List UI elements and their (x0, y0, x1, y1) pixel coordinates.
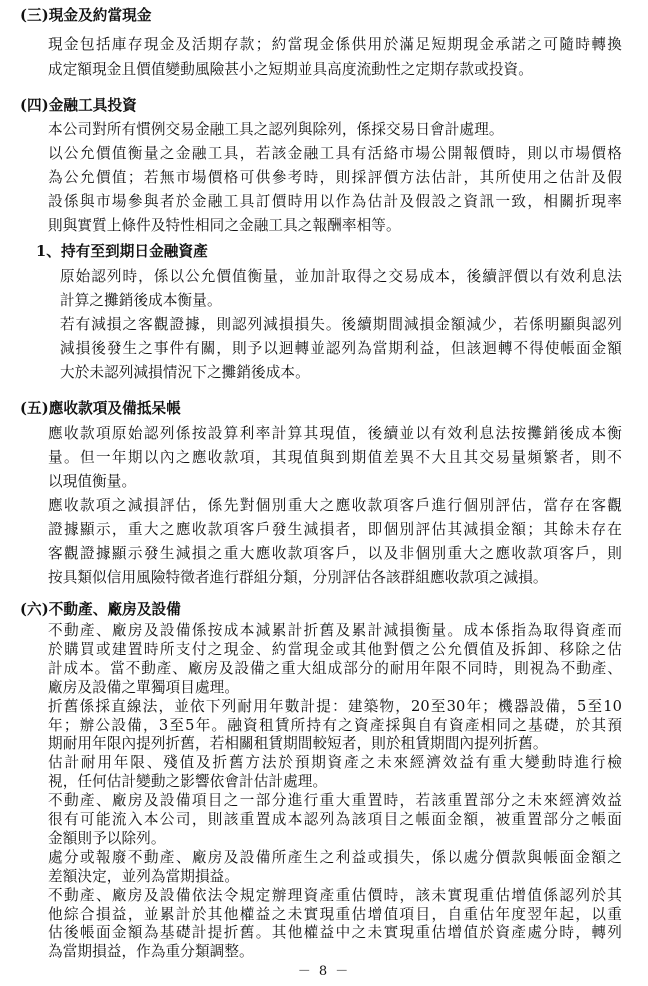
paragraph-line: 不動產、廠房及設備項目之一部分進行重大重置時，若該重置部分之未來經濟效益 (48, 792, 622, 810)
paragraph-line: 本公司對所有慣例交易金融工具之認列與除列，係採交易日會計處理。 (48, 121, 504, 138)
paragraph-line: 他綜合損益，並累計於其他權益之未實現重估增值項目，自重估年度翌年起，以重 (48, 905, 622, 923)
section-heading-financial-instruments: (四)金融工具投資 (20, 97, 137, 114)
paragraph-line: 年；辦公設備，3至5年。融資租賃所持有之資產採與自有資產相同之基礎，於其預 (48, 716, 622, 734)
paragraph-line: 成定額現金且價值變動風險甚小之短期並具高度流動性之定期存款或投資。 (48, 61, 533, 78)
paragraph-line: 廠房及設備之單獨項目處理。 (48, 678, 240, 696)
paragraph-line: 若有減損之客觀證據，則認列減損損失。後續期間減損金額減少，若係明顯與認列 (60, 316, 622, 333)
paragraph-line: 期耐用年限內提列折舊，若相關租賃期間較短者，則於租賃期間內提列折舊。 (48, 735, 548, 753)
section-heading-receivables: (五)應收款項及備抵呆帳 (20, 400, 181, 417)
paragraph-line: 計算之攤銷後成本衡量。 (60, 292, 222, 309)
paragraph-line: 減損後發生之事件有關，則予以迴轉並認列為當期利益，但該迴轉不得使帳面金額 (60, 340, 622, 357)
paragraph-line: 計成本。當不動產、廠房及設備之重大組成部分的耐用年限不同時，則視為不動產、 (48, 659, 622, 677)
paragraph-line: 以現值衡量。 (48, 473, 137, 490)
paragraph-line: 估後帳面金額為基礎計提折舊。其他權益中之未實現重估增值於資產處分時，轉列 (48, 924, 622, 942)
page-number: － 8 － (297, 964, 351, 979)
subsection-heading-held-to-maturity: 1、持有至到期日金融資產 (36, 243, 208, 260)
paragraph-line: 現金包括庫存現金及活期存款；約當現金係供用於滿足短期現金承諾之可隨時轉換 (48, 36, 622, 53)
paragraph-line: 處分或報廢不動產、廠房及設備所產生之利益或損失，係以處分價款與帳面金額之 (48, 848, 622, 866)
paragraph-line: 不動產、廠房及設備係按成本減累計折舊及累計減損衡量。成本係指為取得資產而 (48, 622, 622, 639)
paragraph-line: 不動產、廠房及設備依法令規定辦理資產重估價時，該未實現重估增值係認列於其 (48, 886, 622, 904)
section-heading-ppe: (六)不動產、廠房及設備 (20, 601, 181, 618)
paragraph-line: 為當期損益，作為重分類調整。 (48, 943, 254, 961)
paragraph-line: 客觀證據顯示發生減損之重大應收款項客戶，以及非個別重大之應收款項客戶，則 (48, 545, 622, 562)
paragraph-line: 很有可能流入本公司，則該重置成本認列為該項目之帳面金額，被重置部分之帳面 (48, 811, 622, 828)
paragraph-line: 按具類似信用風險特徵者進行群組分類，分別評估各該群組應收款項之減損。 (48, 569, 548, 586)
section-heading-cash: (三)現金及約當現金 (20, 7, 152, 24)
paragraph-line: 金額則予以除列。 (48, 829, 166, 847)
paragraph-line: 量。但一年期以內之應收款項，其現值與到期值差異不大且其交易量頻繁者，則不 (48, 449, 622, 466)
paragraph-line: 於購買或建置時所支付之現金、約當現金或其他對價之公允價值及拆卸、移除之估 (48, 640, 622, 658)
paragraph-line: 估計耐用年限、殘值及折舊方法於預期資產之未來經濟效益有重大變動時進行檢 (48, 754, 622, 772)
paragraph-line: 為公允價值；若無市場價格可供參考時，則採評價方法估計，其所使用之估計及假 (48, 169, 622, 186)
paragraph-line: 則與實質上條件及特性相同之金融工具之報酬率相等。 (48, 217, 401, 234)
paragraph-line: 大於未認列減損情況下之攤銷後成本。 (60, 364, 310, 381)
paragraph-line: 折舊係採直線法，並依下列耐用年數計提：建築物，20至30年；機器設備，5至10 (48, 697, 622, 715)
paragraph-line: 差額決定，並列為當期損益。 (48, 867, 240, 885)
paragraph-line: 以公允價值衡量之金融工具，若該金融工具有活絡市場公開報價時，則以市場價格 (48, 145, 622, 162)
paragraph-line: 應收款項原始認列係按設算利率計算其現值，後續並以有效利息法按攤銷後成本衡 (48, 425, 622, 442)
paragraph-line: 證據顯示，重大之應收款項客戶發生減損者，即個別評估其減損金額；其餘未存在 (48, 521, 622, 538)
paragraph-line: 視，任何估計變動之影響依會計估計處理。 (48, 773, 328, 791)
paragraph-line: 設係與市場參與者於金融工具訂價時用以作為估計及假設之資訊一致，相關折現率 (48, 193, 622, 210)
paragraph-line: 原始認列時，係以公允價值衡量，並加計取得之交易成本，後續評價以有效利息法 (60, 268, 622, 285)
paragraph-line: 應收款項之減損評估，係先對個別重大之應收款項客戶進行個別評估，當存在客觀 (48, 497, 622, 514)
